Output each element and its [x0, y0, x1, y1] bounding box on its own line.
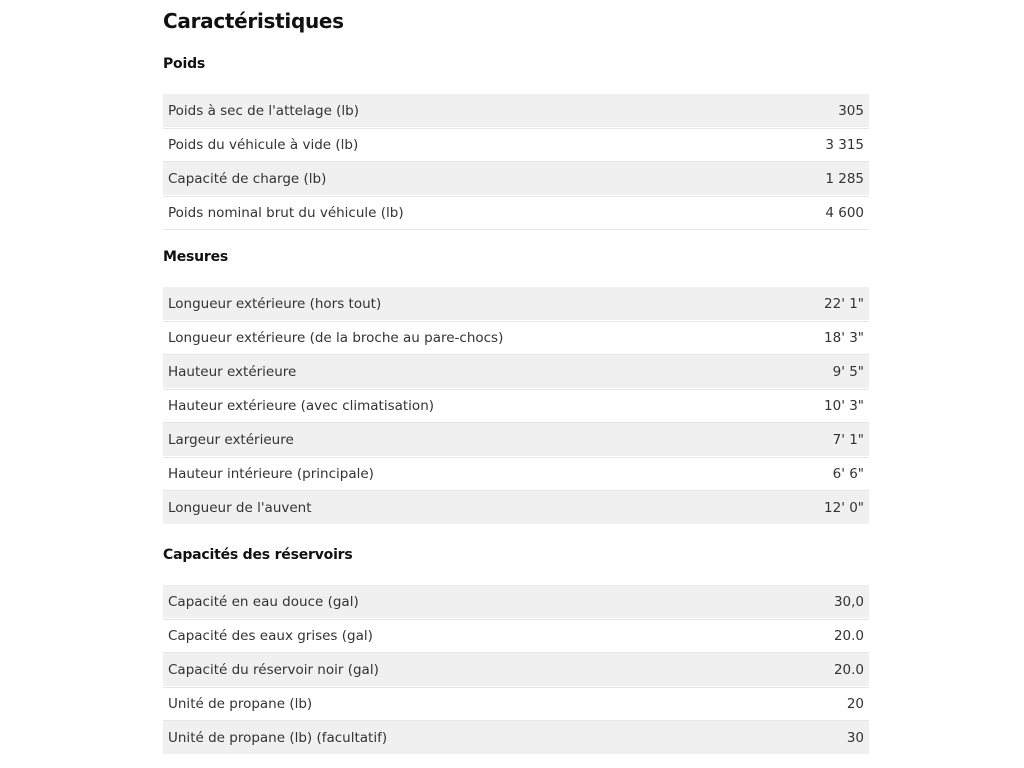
table-row — [163, 287, 869, 321]
spec-value: 18' 3" — [824, 330, 864, 346]
page-title: Caractéristiques — [163, 9, 344, 33]
section-title-tank-capacities: Capacités des réservoirs — [163, 547, 353, 563]
table-row — [163, 457, 869, 491]
section-weight — [163, 54, 869, 74]
spec-value: 12' 0" — [824, 499, 864, 516]
spec-value: 30 — [846, 729, 864, 746]
spec-label: Capacité du réservoir noir (gal) — [168, 661, 379, 678]
spec-value: 22' 1" — [824, 295, 864, 312]
spec-value: 20.0 — [833, 628, 864, 644]
spec-label: Unité de propane (lb) — [168, 696, 313, 712]
spec-value: 3 315 — [825, 137, 864, 153]
table-row — [163, 389, 869, 423]
table-row — [163, 196, 869, 230]
spec-label: Capacité des eaux grises (gal) — [168, 628, 373, 644]
spec-label: Longueur de l'auvent — [168, 499, 312, 516]
spec-label: Poids nominal brut du véhicule (lb) — [168, 205, 404, 221]
spec-label: Largeur extérieure — [168, 431, 294, 448]
section-title-measurements: Mesures — [163, 249, 229, 265]
table-row — [163, 94, 869, 128]
spec-label: Hauteur extérieure — [168, 363, 297, 380]
table-row — [163, 162, 869, 196]
spec-label: Poids à sec de l'attelage (lb) — [168, 102, 360, 119]
table-row — [163, 585, 869, 619]
section-title-weight: Poids — [163, 56, 206, 72]
table-row — [163, 321, 869, 355]
spec-table-measurements — [163, 287, 869, 525]
spec-value: 6' 6" — [832, 466, 864, 482]
section-tank-capacities — [163, 545, 869, 565]
table-row — [163, 128, 869, 162]
spec-value: 20 — [846, 696, 864, 712]
spec-value: 305 — [838, 102, 864, 119]
spec-value: 20.0 — [833, 661, 864, 678]
spec-value: 9' 5" — [832, 363, 864, 380]
table-row — [163, 721, 869, 755]
spec-value: 30,0 — [833, 593, 864, 610]
spec-table-weight — [163, 94, 869, 230]
spec-value: 10' 3" — [824, 398, 864, 414]
spec-value: 4 600 — [825, 205, 864, 221]
table-row — [163, 355, 869, 389]
table-row — [163, 653, 869, 687]
table-row — [163, 491, 869, 525]
spec-table-tank-capacities — [163, 585, 869, 755]
spec-label: Capacité de charge (lb) — [168, 170, 327, 187]
spec-label: Unité de propane (lb) (facultatif) — [168, 729, 388, 746]
spec-label: Longueur extérieure (hors tout) — [168, 295, 382, 312]
spec-label: Hauteur intérieure (principale) — [168, 466, 374, 482]
spec-label: Capacité en eau douce (gal) — [168, 593, 359, 610]
table-row — [163, 687, 869, 721]
spec-label: Poids du véhicule à vide (lb) — [168, 137, 359, 153]
table-row — [163, 423, 869, 457]
section-measurements — [163, 247, 869, 267]
spec-label: Hauteur extérieure (avec climatisation) — [168, 398, 435, 414]
spec-value: 1 285 — [825, 170, 864, 187]
table-row — [163, 619, 869, 653]
spec-label: Longueur extérieure (de la broche au pare-chocs) — [168, 330, 504, 346]
spec-value: 7' 1" — [832, 431, 864, 448]
